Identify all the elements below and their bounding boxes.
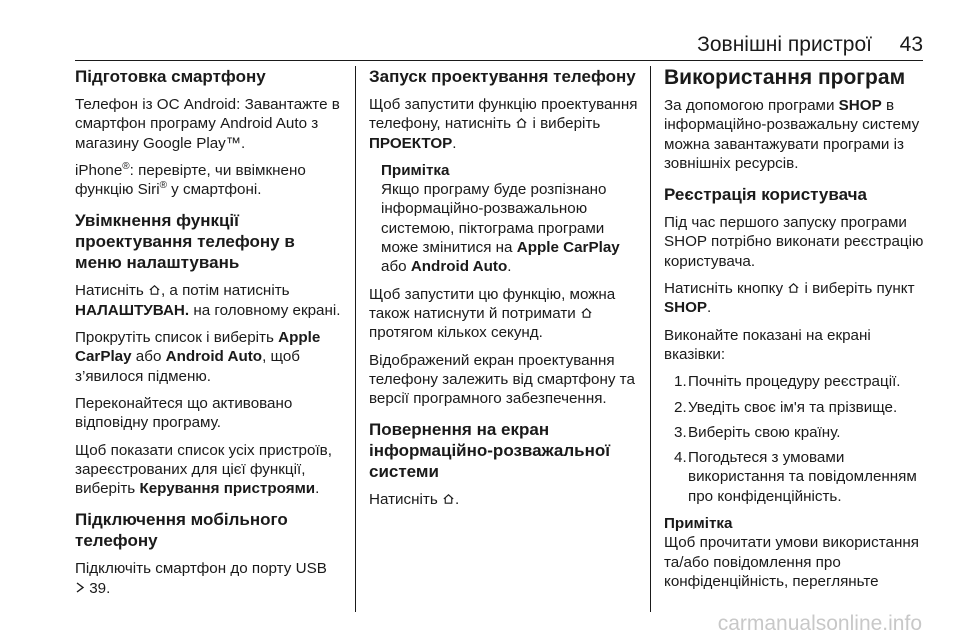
heading-prepare: Підготовка смартфону <box>75 67 266 86</box>
paragraph-hold: Щоб запустити цю функцію, можна також натиснути й потримати протягом кількох секунд. <box>369 285 616 342</box>
paragraph-press-button: Натисніть кнопку і виберіть пункт SHOP. <box>664 280 915 317</box>
paragraph-iphone: iPhone®: перевірте, чи ввімкнено функцію Siri® у смартфоні. <box>75 160 306 199</box>
note-title: Примітка <box>381 161 450 179</box>
note-box <box>381 161 644 277</box>
note-box <box>664 514 924 591</box>
column-divider <box>650 66 651 612</box>
paragraph-connect: Підключіть смартфон до порту USB 39. <box>75 560 327 597</box>
heading-enable: Увімкнення функції проектування телефону в меню налаштувань <box>75 211 295 273</box>
section-title: Зовнішні пристрої <box>697 33 872 56</box>
paragraph-list-devices: Щоб показати список усіх пристроїв, зареєстрованих для цієї функції, виберіть Керування пристроями. <box>75 441 332 498</box>
note-text: Якщо програму буде розпізнано інформаційно-розважальною системою, піктограма програми може змінитися на Apple CarPlay або Android Auto. <box>381 181 620 276</box>
heading-start-projection: Запуск проектування телефону <box>369 67 636 86</box>
paragraph-display: Відображений екран проектування телефону залежить від смартфону та версії програмного забезпечення. <box>369 351 635 408</box>
heading-connect: Підключення мобільного телефону <box>75 510 288 551</box>
heading-register: Реєстрація користувача <box>664 185 867 205</box>
column-left <box>75 66 345 606</box>
page-header <box>0 0 960 60</box>
column-right <box>664 66 924 599</box>
note-text: Щоб прочитати умови використання та/або повідомлення про конфіденційність, перегляньте <box>664 534 919 590</box>
list-item: 2. Уведіть своє ім'я та прізвище. <box>674 398 898 416</box>
paragraph-android: Телефон із ОС Android: Завантажте в смартфон програму Android Auto з магазину Google Play™. <box>75 96 340 152</box>
paragraph-verify: Переконайтеся що активовано відповідну програму. <box>75 394 293 432</box>
list-item: 4. Погодьтеся з умовами використання та повідомленням про конфіденційність. <box>674 449 917 505</box>
home-icon <box>442 492 455 505</box>
list-item: 3. Виберіть свою країну. <box>674 423 841 441</box>
list-item: 1. Почніть процедуру реєстрації. <box>674 373 901 391</box>
heading-using-apps: Використання програм <box>664 66 906 89</box>
page-number: 43 <box>899 33 923 56</box>
paragraph-follow: Виконайте показані на екрані вказівки: <box>664 326 871 363</box>
paragraph-scroll: Прокрутіть список і виберіть Apple CarPlay або Android Auto, щоб з’явилося підменю. <box>75 329 321 385</box>
paragraph-shop: За допомогою програми SHOP в інформаційно-розважальну систему можна завантажувати програми із зовнішніх ресурсів. <box>664 97 920 172</box>
home-icon <box>580 306 593 319</box>
note-title: Примітка <box>664 515 733 533</box>
header-rule <box>75 60 923 61</box>
home-icon <box>148 283 161 296</box>
page-reference-arrow-icon <box>75 582 85 593</box>
heading-return: Повернення на екран інформаційно-розважальної системи <box>369 420 611 482</box>
paragraph-start: Щоб запустити функцію проектування телефону, натисніть і виберіть ПРОЕКТОР. <box>369 96 638 152</box>
paragraph-return: Натисніть . <box>369 491 460 509</box>
home-icon <box>515 116 528 129</box>
home-icon <box>787 281 800 294</box>
paragraph-tap-home: Натисніть , а потім натисніть НАЛАШТУВАН. на головному екрані. <box>75 282 341 319</box>
column-middle <box>369 66 644 518</box>
steps-list <box>664 372 924 506</box>
watermark: carmanualsonline.info <box>717 612 922 635</box>
column-divider <box>355 66 356 612</box>
paragraph-first-launch: Під час першого запуску програми SHOP потрібно виконати реєстрацію користувача. <box>664 214 924 270</box>
